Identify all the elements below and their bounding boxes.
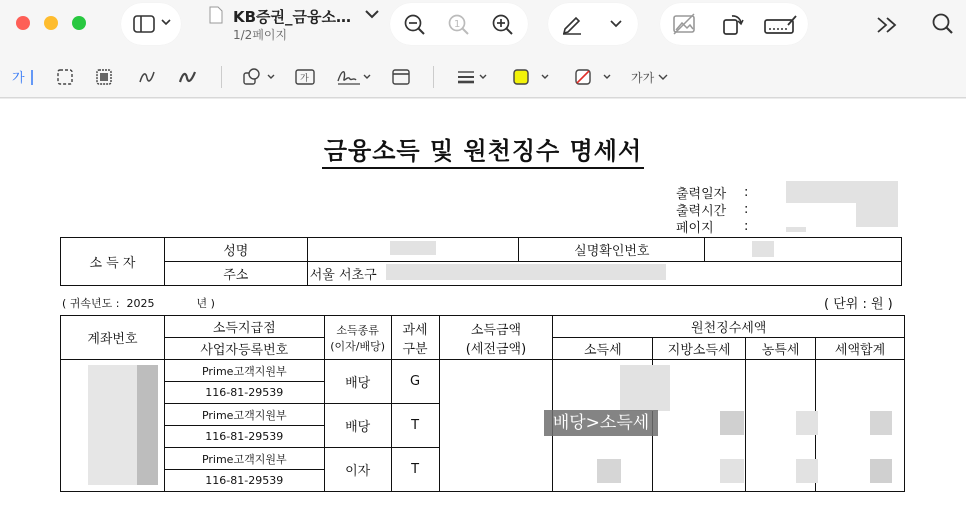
zoom-window-button[interactable] <box>72 16 86 30</box>
header-rural-tax: 농특세 <box>746 338 816 360</box>
income-type-cell: 배당 <box>324 360 391 404</box>
markup-toolbar <box>0 56 966 98</box>
header-income-tax: 소득세 <box>553 338 653 360</box>
meta-colon: : <box>744 185 749 200</box>
header-bizno: 사업자등록번호 <box>164 338 324 360</box>
redacted-area <box>752 241 774 257</box>
header-withholding: 원천징수세액 <box>553 316 905 338</box>
earner-label: 소 득 자 <box>61 238 165 286</box>
annotation-label: 배당>소득세 <box>544 410 658 436</box>
page-indicator: 1/2페이지 <box>233 28 288 42</box>
sketch-icon[interactable] <box>138 68 156 86</box>
draw-icon[interactable] <box>178 68 198 86</box>
meta-label-date: 출력일자 <box>676 187 727 202</box>
rectangle-selection-icon[interactable] <box>57 69 73 85</box>
signature-icon[interactable] <box>336 67 374 87</box>
toolbar-divider <box>433 66 434 88</box>
redacted-area <box>870 459 892 483</box>
name-label: 성명 <box>164 238 307 262</box>
fill-color-icon[interactable] <box>574 68 614 86</box>
text-style-label: 가가 <box>631 71 655 85</box>
tax-type-cell: T <box>391 448 439 492</box>
header-tax-type: 과세 구분 <box>391 316 439 360</box>
redacted-area <box>386 264 666 280</box>
redacted-area <box>796 459 818 483</box>
border-color-icon[interactable] <box>512 68 552 86</box>
redacted-area <box>856 203 898 227</box>
bizno-cell: 116-81-29539 <box>164 382 324 404</box>
rotate-icon[interactable] <box>722 12 744 36</box>
header-local-tax: 지방소득세 <box>653 338 746 360</box>
header-total-tax: 세액합계 <box>816 338 905 360</box>
redacted-area <box>786 181 898 203</box>
chevron-down-icon <box>161 19 171 27</box>
chevron-down-icon <box>610 20 622 28</box>
payer-cell: Prime고객지원부 <box>164 360 324 382</box>
income-type-cell: 배당 <box>324 404 391 448</box>
redacted-area <box>720 459 744 483</box>
text-box-icon[interactable] <box>295 68 315 86</box>
header-payer: 소득지급점 <box>164 316 324 338</box>
income-table <box>60 315 905 492</box>
meta-label-time: 출력시간 <box>676 204 727 219</box>
note-icon[interactable] <box>392 69 410 85</box>
markup-button[interactable] <box>548 3 638 45</box>
redacted-area <box>720 411 744 435</box>
svg-text:가: 가 <box>300 74 309 84</box>
title-chevron-down-icon[interactable] <box>365 10 379 20</box>
sidebar-toggle-button[interactable] <box>121 3 181 45</box>
redacted-area <box>620 365 670 411</box>
payer-cell: Prime고객지원부 <box>164 448 324 470</box>
toolbar-divider <box>221 66 222 88</box>
shapes-icon[interactable] <box>242 68 278 86</box>
pdf-page <box>0 99 966 530</box>
zoom-in-icon[interactable] <box>492 14 514 36</box>
edit-tools-group <box>660 3 808 45</box>
tax-type-cell: G <box>391 360 439 404</box>
redacted-area <box>786 227 806 232</box>
window-titlebar <box>0 0 966 56</box>
redacted-area <box>137 365 158 485</box>
sidebar-icon <box>133 15 155 33</box>
bizno-cell: 116-81-29539 <box>164 470 324 492</box>
pencil-icon <box>561 13 583 35</box>
payer-cell: Prime고객지원부 <box>164 404 324 426</box>
address-value: 서울 서초구 <box>307 262 901 286</box>
header-amount: 소득금액 (세전금액) <box>439 316 553 360</box>
header-account: 계좌번호 <box>61 316 165 360</box>
minimize-window-button[interactable] <box>44 16 58 30</box>
double-chevron-right-icon[interactable] <box>876 16 898 34</box>
zoom-out-icon[interactable] <box>404 14 426 36</box>
income-type-cell: 이자 <box>324 448 391 492</box>
document-title-heading: 금융소득 및 원천징수 명세서 <box>0 131 966 166</box>
zoom-controls <box>390 3 528 45</box>
unit-label: ( 단위 : 원 ) <box>824 297 893 312</box>
year-label: ( 귀속년도 : 2025 년 ) <box>62 297 215 310</box>
chevron-down-icon <box>658 74 668 82</box>
meta-colon: : <box>744 219 749 234</box>
bizno-cell: 116-81-29539 <box>164 426 324 448</box>
actual-size-icon[interactable] <box>448 14 470 36</box>
svg-text:가: 가 <box>12 71 25 86</box>
header-income-type: 소득종류 (이자/배당) <box>324 316 391 360</box>
text-style-button[interactable] <box>631 69 668 86</box>
text-selection-icon[interactable] <box>12 68 36 86</box>
tax-type-cell: T <box>391 404 439 448</box>
form-fill-icon[interactable] <box>764 15 798 35</box>
redacted-area <box>597 459 621 483</box>
id-value <box>705 238 902 262</box>
address-label: 주소 <box>164 262 307 286</box>
search-icon[interactable] <box>932 13 954 35</box>
close-window-button[interactable] <box>16 16 30 30</box>
redacted-area <box>796 411 818 435</box>
redacted-area <box>390 241 436 255</box>
meta-colon: : <box>744 202 749 217</box>
more-tools <box>860 3 916 45</box>
redacted-area <box>870 411 892 435</box>
smart-lasso-icon[interactable] <box>96 69 112 85</box>
image-mark-icon[interactable] <box>672 13 696 35</box>
svg-text:1: 1 <box>454 19 461 30</box>
document-title[interactable]: KB증권_금융소… <box>233 8 352 26</box>
amount-cell <box>439 360 553 492</box>
line-style-icon[interactable] <box>456 69 490 85</box>
id-label: 실명확인번호 <box>519 238 705 262</box>
meta-label-page: 페이지 <box>676 221 714 236</box>
document-icon <box>209 6 223 24</box>
